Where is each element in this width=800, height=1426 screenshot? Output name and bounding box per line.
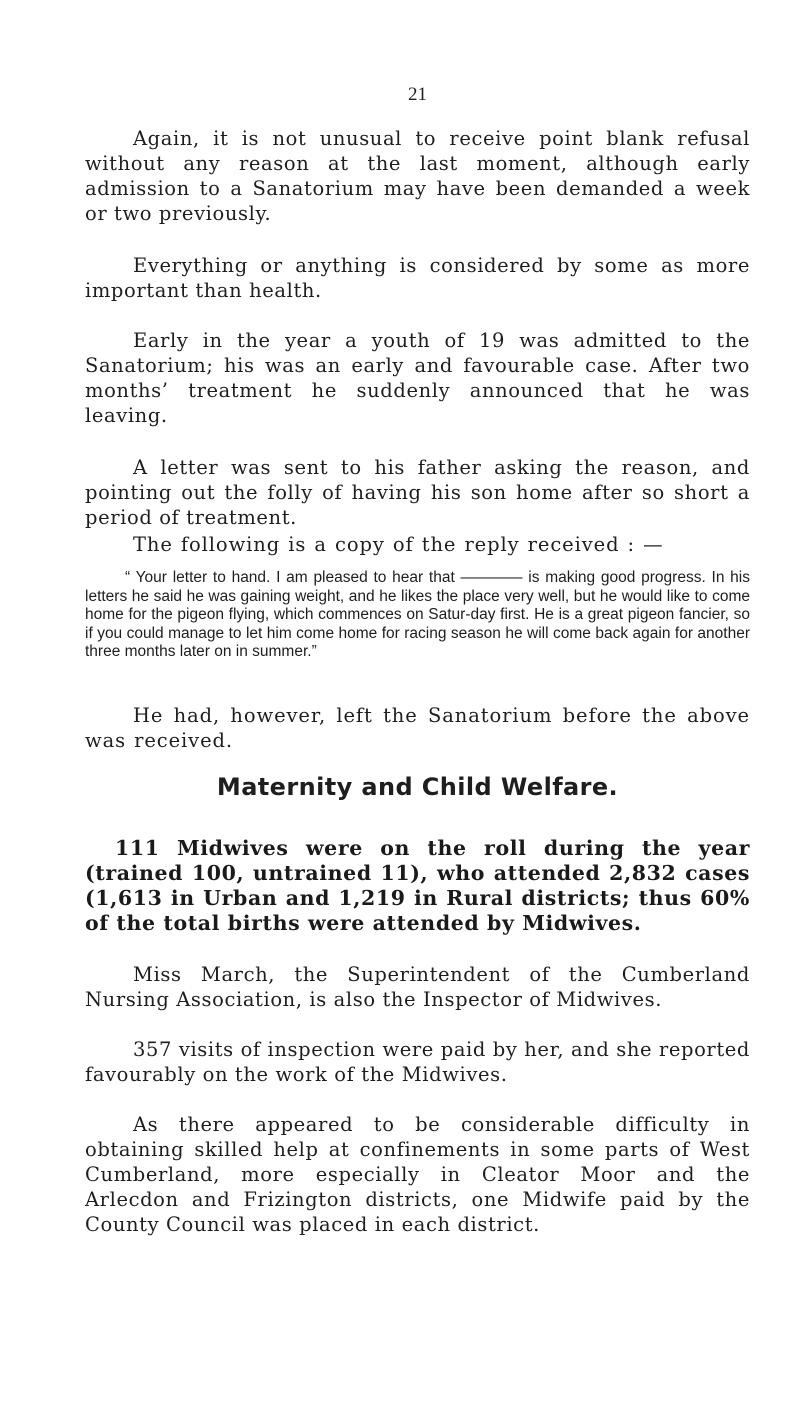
paragraph-skilled-help: As there appeared to be considerable difficulty in obtaining skilled help at confinements in some parts of West Cumberland, more especially in Cleator Moor and the Arlecdon and Frizington districts, one Midwife paid by the County Council was placed in each district. xyxy=(85,1113,750,1236)
paragraph-reply-intro: The following is a copy of the reply received : — xyxy=(133,533,664,556)
paragraph-refusal: Again, it is not unusual to receive point blank refusal without any reason at the last moment, although early admission to a Sanatorium may have been demanded a week or two previously. xyxy=(85,127,750,225)
paragraph-midwives-roll: 111 Midwives were on the roll during the year (trained 100, untrained 11), who attended 2,832 cases (1,613 in Urban and 1,219 in Rural districts; thus 60% of the total births were attended by Midwives. xyxy=(85,836,750,935)
paragraph-inspection-visits: 357 visits of inspection were paid by her, and she reported favourably on the work of the Midwives. xyxy=(85,1038,750,1086)
paragraph-letter-sent: A letter was sent to his father asking the reason, and pointing out the folly of having his son home after so short a period of treatment. xyxy=(85,456,750,529)
paragraph-health-priority: Everything or anything is considered by some as more important than health. xyxy=(85,254,750,302)
page-number: 21 xyxy=(408,84,427,105)
paragraph-youth-admitted: Early in the year a youth of 19 was admitted to the Sanatorium; his was an early and favourable case. After two months’ treatment he suddenly announced that he was leaving. xyxy=(85,329,750,427)
document-page xyxy=(85,0,750,1426)
quoted-letter: “ Your letter to hand. I am pleased to hear that ———— is making good progress. In his letters he said he was gaining weight, and he likes the place very well, but he would like to come home for the pigeon flying, which commences on Satur-day first. He is a great pigeon fancier, so if you could manage to let him come home for racing season he will come back again for another three months later on in summer.” xyxy=(85,569,750,661)
paragraph-left-sanatorium: He had, however, left the Sanatorium before the above was received. xyxy=(85,704,750,752)
section-heading-maternity: Maternity and Child Welfare. xyxy=(216,773,619,801)
paragraph-miss-march: Miss March, the Superintendent of the Cumberland Nursing Association, is also the Inspector of Midwives. xyxy=(85,963,750,1011)
